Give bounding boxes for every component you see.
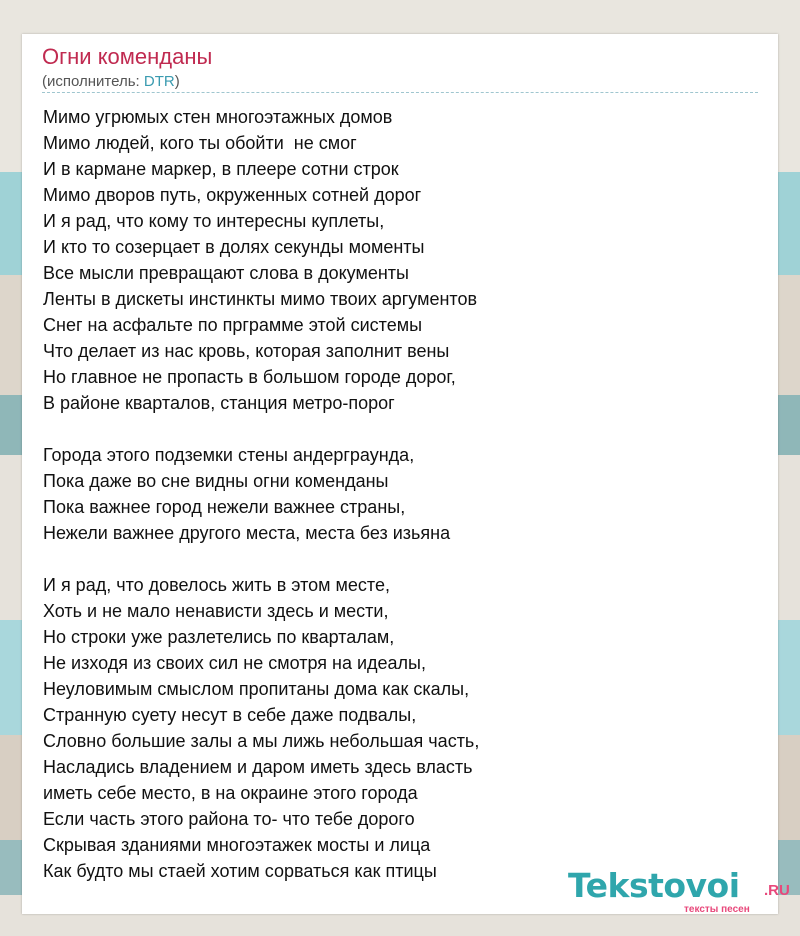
stanza-3 <box>43 572 753 884</box>
site-logo[interactable] <box>568 866 798 914</box>
lyric-line: Все мысли превращают слова в документы <box>43 263 409 283</box>
lyric-line: И я рад, что кому то интересны куплеты, <box>43 211 385 231</box>
lyric-line: Мимо дворов путь, окруженных сотней дорог <box>43 185 422 205</box>
lyric-line: И я рад, что довелось жить в этом месте, <box>43 575 390 595</box>
lyric-line: Как будто мы стаей хотим сорваться как птицы <box>43 861 437 881</box>
performer-prefix: (исполнитель: <box>42 73 144 90</box>
performer-info <box>42 73 180 91</box>
logo-tagline: тексты песен <box>684 904 750 915</box>
lyrics-text <box>43 104 753 910</box>
lyric-line: Неуловимым смыслом пропитаны дома как скалы, <box>43 679 470 699</box>
lyric-line: Мимо людей, кого ты обойти не смог <box>43 133 357 153</box>
lyric-line: Пока важнее город нежели важнее страны, <box>43 497 406 517</box>
lyric-line: И кто то созерцает в долях секунды моменты <box>43 237 425 257</box>
lyric-line: Насладись владением и даром иметь здесь власть <box>43 757 473 777</box>
title-divider <box>42 92 758 93</box>
lyric-line: Нежели важнее другого места, места без изьяна <box>43 523 451 543</box>
lyric-line: Мимо угрюмых стен многоэтажных домов <box>43 107 393 127</box>
lyric-line: В районе кварталов, станция метро-порог <box>43 393 395 413</box>
lyric-line: Хоть и не мало ненависти здесь и мести, <box>43 601 389 621</box>
stanza-2 <box>43 442 753 546</box>
lyric-line: Что делает из нас кровь, которая заполнит вены <box>43 341 450 361</box>
stanza-1 <box>43 104 753 416</box>
lyric-line: Снег на асфальте по прграмме этой системы <box>43 315 423 335</box>
lyric-line: иметь себе место, в на окраине этого города <box>43 783 418 803</box>
logo-tld: .RU <box>764 882 790 899</box>
lyric-line: Ленты в дискеты инстинкты мимо твоих аргументов <box>43 289 478 309</box>
lyric-line: Странную суету несут в себе даже подвалы, <box>43 705 417 725</box>
lyric-line: Но главное не пропасть в большом городе дорог, <box>43 367 456 387</box>
lyric-line: Пока даже во сне видны огни коменданы <box>43 471 389 491</box>
song-title: Огни коменданы <box>42 44 213 69</box>
performer-link[interactable]: DTR <box>143 73 175 90</box>
lyric-line: Скрывая зданиями многоэтажек мосты и лица <box>43 835 431 855</box>
lyric-line: Словно большие залы а мы лижь небольшая часть, <box>43 731 480 751</box>
lyrics-card <box>22 34 790 915</box>
logo-wordmark: Tekstovoi <box>568 866 740 905</box>
lyric-line: И в кармане маркер, в плеере сотни строк <box>43 159 399 179</box>
performer-suffix: ) <box>174 73 180 90</box>
lyric-line: Если часть этого района то- что тебе дорого <box>43 809 415 829</box>
lyric-line: Города этого подземки стены андерграунда, <box>43 445 415 465</box>
lyric-line: Но строки уже разлетелись по кварталам, <box>43 627 395 647</box>
lyric-line: Не изходя из своих сил не смотря на идеалы, <box>43 653 426 673</box>
